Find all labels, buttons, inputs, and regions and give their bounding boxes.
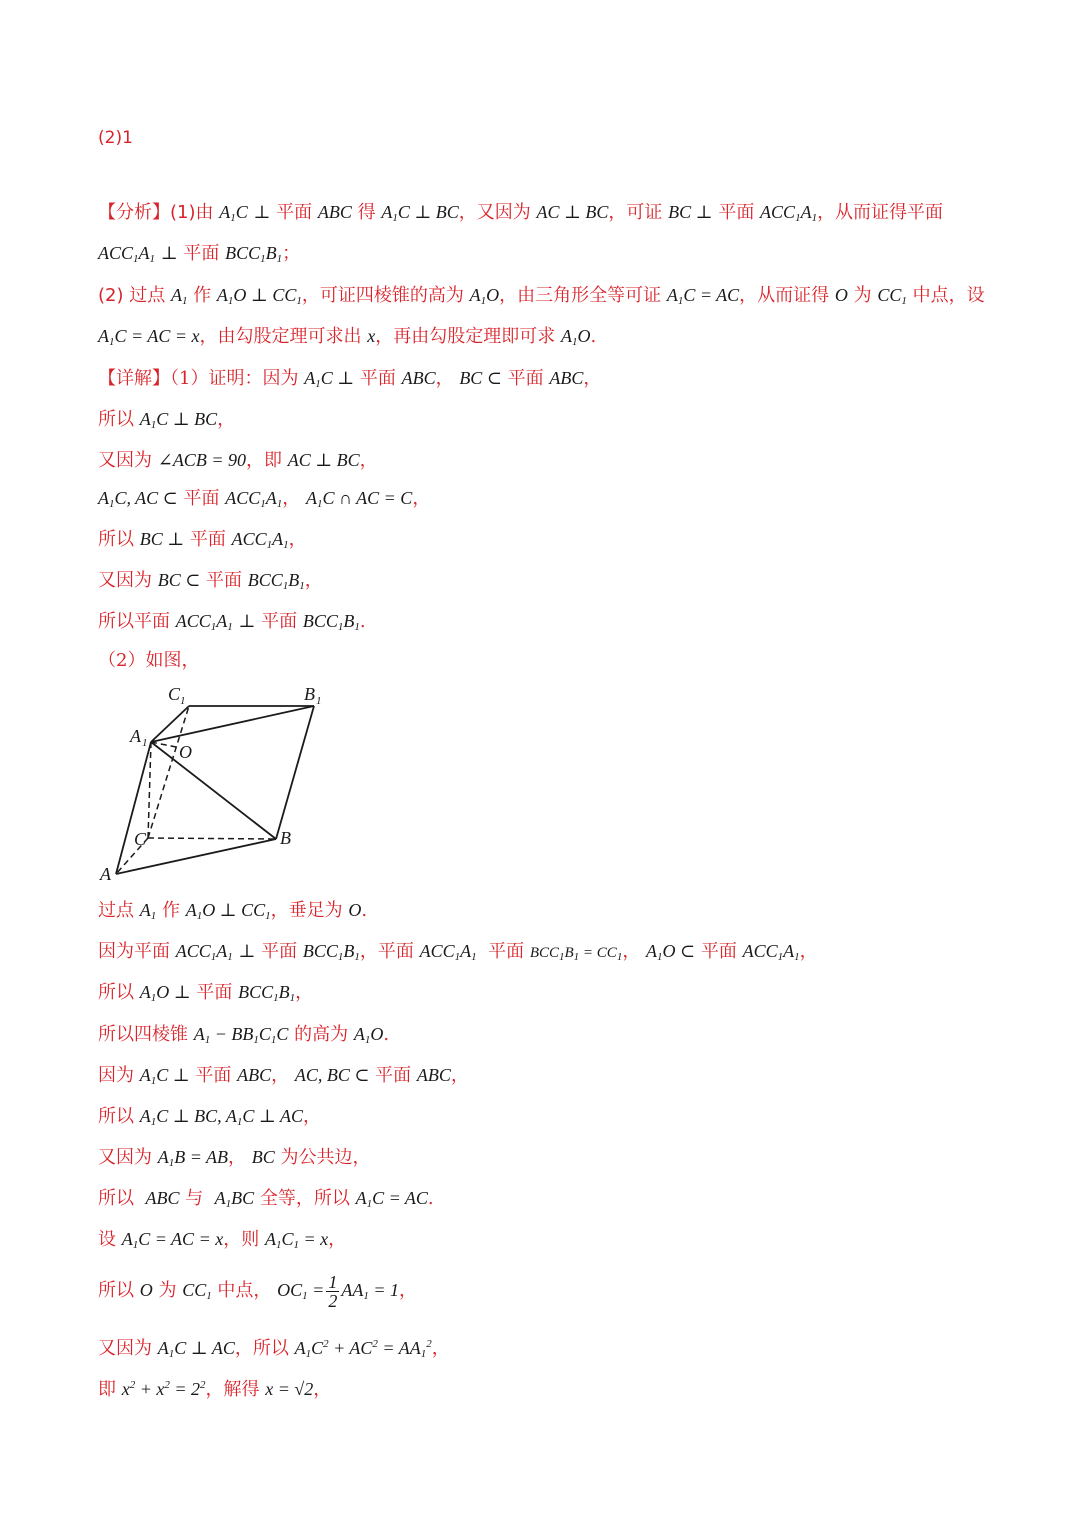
svg-text:1: 1 — [180, 695, 186, 707]
detail-line-19: 又因为 $A_1C$ ⊥ AC，所以 $A_1C^2 + AC^2 = AA_1^2$， — [98, 1338, 450, 1360]
detail-line-10: 因为平面 $ACC_1A_1$ ⊥ 平面 $BCC_1B_1$，平面 $ACC_1A_1$ 平面 $BCC_1B_1 = CC_1$， $A_1O$ ⊂ 平面 $ACC_1A_1$， — [98, 941, 818, 963]
detail-line-15: 又因为 $A_1B$ = AB， BC 为公共边， — [98, 1147, 371, 1169]
detail-line-4: $A_1C$, AC ⊂ 平面 $ACC_1A_1$， $A_1C$ ∩ AC = C， — [98, 488, 431, 510]
label-c1: C — [168, 684, 181, 704]
label-a1: A — [130, 726, 141, 746]
analysis-line-3: (2) 过点 $A_1$ 作 $A_1O$ ⊥ $CC_1$，可证四棱锥的高为 $A_1O$，由三角形全等可证 $A_1C$ = AC，从而证得 O 为 $CC_1$ 中点，设 — [98, 285, 985, 307]
detail-line-13: 因为 $A_1C$ ⊥ 平面 ABC， AC, BC ⊂ 平面 ABC， — [98, 1065, 469, 1087]
detail-line-11: 所以 $A_1O$ ⊥ 平面 $BCC_1B_1$， — [98, 982, 314, 1004]
detail-line-17: 设 $A_1C$ = AC = x，则 $A_1C_1 = x$， — [98, 1229, 347, 1251]
detail-line-3: 又因为 ∠ACB = 90，即 AC ⊥ BC， — [98, 450, 378, 471]
prism-figure — [96, 680, 336, 885]
svg-text:1: 1 — [142, 737, 148, 749]
detail-label: 【详解】 — [98, 368, 170, 389]
analysis-line-4: $A_1C$ = AC = x，由勾股定理可求出 x，再由勾股定理即可求 $A_1O$. — [98, 326, 597, 348]
detail-line-20: 即 $x^2 + x^2 = 2^2$，解得 x = √2， — [98, 1379, 332, 1400]
detail-line-2: 所以 $A_1C$ ⊥ BC， — [98, 409, 236, 431]
detail-line-14: 所以 $A_1C$ ⊥ BC, $A_1C$ ⊥ AC， — [98, 1106, 321, 1128]
detail-line-8: （2）如图， — [98, 650, 200, 671]
analysis-line-2: $ACC_1A_1$ ⊥ 平面 $BCC_1B_1$； — [98, 243, 301, 265]
detail-line-9: 过点 $A_1$ 作 $A_1O$ ⊥ $CC_1$，垂足为 O. — [98, 900, 368, 922]
analysis-label: 【分析】 — [98, 202, 170, 223]
analysis-line-1: 【分析】(1)由 $A_1C$ ⊥ 平面 ABC 得 $A_1C$ ⊥ BC，又因为 AC ⊥ BC，可证 BC ⊥ 平面 $ACC_1A_1$，从而证得平面 — [98, 202, 944, 224]
svg-text:1: 1 — [316, 695, 322, 707]
detail-line-16: 所以 ABC 与 $A_1BC$ 全等，所以 $A_1C$ = AC. — [98, 1188, 434, 1210]
label-o: O — [179, 742, 192, 762]
detail-line-1: 【详解】（1）证明：因为 $A_1C$ ⊥ 平面 ABC， BC ⊂ 平面 ABC， — [98, 368, 602, 390]
label-b: B — [280, 828, 291, 848]
detail-line-5: 所以 BC ⊥ 平面 $ACC_1A_1$， — [98, 529, 307, 551]
detail-line-7: 所以平面 $ACC_1A_1$ ⊥ 平面 $BCC_1B_1$. — [98, 611, 366, 633]
detail-line-12: 所以四棱锥 $A_1 - BB_1C_1C$ 的高为 $A_1O$. — [98, 1024, 390, 1046]
detail-line-18: 所以 O 为 $CC_1$ 中点， $OC_1$ = $\frac{1}{2}$ $AA_1 = 1$， — [98, 1271, 417, 1311]
answer-header: (2)1 — [98, 128, 133, 148]
label-a: A — [100, 864, 111, 884]
label-c: C — [134, 829, 147, 849]
detail-line-6: 又因为 BC ⊂ 平面 $BCC_1B_1$， — [98, 570, 323, 592]
label-b1: B — [304, 684, 315, 704]
